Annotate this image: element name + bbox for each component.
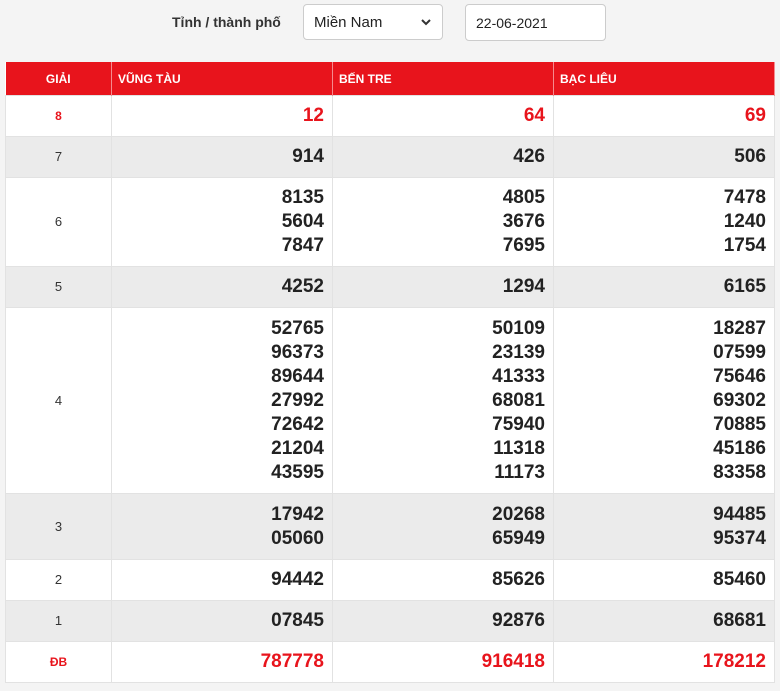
result-number: 7695 xyxy=(502,235,545,256)
result-cell xyxy=(554,267,775,308)
result-cell xyxy=(333,494,554,560)
result-cell xyxy=(112,308,333,494)
result-number: 11318 xyxy=(493,437,545,459)
result-number: 1294 xyxy=(502,276,545,297)
result-cell xyxy=(112,601,333,642)
result-number: 68681 xyxy=(713,610,766,631)
result-number: 50109 xyxy=(492,317,545,339)
prize-cell: 2 xyxy=(6,560,112,601)
result-cell xyxy=(112,96,333,137)
result-cell xyxy=(554,96,775,137)
result-number: 85460 xyxy=(713,569,766,590)
result-number: 21204 xyxy=(271,437,324,459)
date-input[interactable] xyxy=(465,4,606,41)
results-table xyxy=(5,62,775,683)
result-number: 43595 xyxy=(271,461,324,483)
result-number: 23139 xyxy=(492,341,545,363)
result-number: 3676 xyxy=(502,211,545,232)
table-row xyxy=(6,642,775,683)
region-select[interactable] xyxy=(303,4,443,40)
date-input-value: 22-06-2021 xyxy=(476,14,548,31)
result-number: 70885 xyxy=(713,413,766,435)
result-number: 8135 xyxy=(281,187,324,208)
table-row xyxy=(6,560,775,601)
result-cell xyxy=(333,601,554,642)
result-cell xyxy=(333,308,554,494)
result-cell xyxy=(333,642,554,683)
result-number: 17942 xyxy=(271,503,324,525)
result-number: 45186 xyxy=(713,437,766,459)
table-row xyxy=(6,96,775,137)
result-cell xyxy=(554,560,775,601)
result-number: 5604 xyxy=(281,211,324,232)
result-number: 7847 xyxy=(281,235,324,256)
result-number: 94442 xyxy=(271,569,324,590)
table-header-row xyxy=(6,62,775,96)
result-number: 4805 xyxy=(502,187,545,208)
result-number: 41333 xyxy=(492,365,545,387)
prize-cell: 5 xyxy=(6,267,112,308)
prize-cell: 3 xyxy=(6,494,112,560)
prize-cell: 7 xyxy=(6,137,112,178)
table-row xyxy=(6,137,775,178)
result-cell xyxy=(112,494,333,560)
result-cell xyxy=(554,642,775,683)
result-number: 89644 xyxy=(271,365,324,387)
result-cell xyxy=(333,267,554,308)
result-number: 27992 xyxy=(271,389,324,411)
result-number: 426 xyxy=(513,146,545,167)
result-number: 18287 xyxy=(713,317,766,339)
filter-bar xyxy=(0,0,780,56)
result-cell xyxy=(333,560,554,601)
header-prize: GIẢI xyxy=(6,62,112,96)
result-number: 07845 xyxy=(271,610,324,631)
table-row xyxy=(6,178,775,267)
result-number: 11173 xyxy=(494,461,545,483)
result-cell xyxy=(112,178,333,267)
result-number: 178212 xyxy=(702,651,766,672)
prize-cell: ĐB xyxy=(6,642,112,683)
result-cell xyxy=(333,96,554,137)
result-cell xyxy=(554,178,775,267)
result-number: 72642 xyxy=(271,413,324,435)
result-cell xyxy=(554,494,775,560)
result-number: 6165 xyxy=(723,276,766,297)
result-number: 1240 xyxy=(723,211,766,232)
result-cell xyxy=(333,137,554,178)
header-province-2: BẾN TRE xyxy=(333,62,554,96)
prize-cell: 1 xyxy=(6,601,112,642)
result-number: 94485 xyxy=(713,503,766,525)
result-cell xyxy=(112,560,333,601)
region-label: Tỉnh / thành phố xyxy=(172,14,281,30)
result-number: 69302 xyxy=(713,389,766,411)
region-select-value: Miền Nam xyxy=(314,13,383,31)
result-number: 64 xyxy=(523,105,545,126)
result-cell xyxy=(554,601,775,642)
table-row xyxy=(6,494,775,560)
result-number: 65949 xyxy=(492,527,545,549)
result-number: 83358 xyxy=(713,461,766,483)
result-number: 75646 xyxy=(713,365,766,387)
header-province-3: BẠC LIÊU xyxy=(554,62,775,96)
result-cell xyxy=(554,308,775,494)
result-number: 4252 xyxy=(281,276,324,297)
result-number: 12 xyxy=(302,105,324,126)
result-cell xyxy=(112,137,333,178)
result-number: 95374 xyxy=(713,527,766,549)
prize-cell: 4 xyxy=(6,308,112,494)
table-row xyxy=(6,308,775,494)
result-number: 96373 xyxy=(271,341,324,363)
result-number: 75940 xyxy=(492,413,545,435)
header-province-1: VŨNG TÀU xyxy=(112,62,333,96)
chevron-down-icon xyxy=(420,16,432,28)
result-number: 1754 xyxy=(723,235,766,256)
result-cell xyxy=(333,178,554,267)
result-number: 52765 xyxy=(271,317,324,339)
result-number: 20268 xyxy=(492,503,545,525)
result-number: 506 xyxy=(734,146,766,167)
result-number: 7478 xyxy=(723,187,766,208)
result-number: 05060 xyxy=(271,527,324,549)
prize-cell: 8 xyxy=(6,96,112,137)
result-number: 916418 xyxy=(481,651,545,672)
result-number: 92876 xyxy=(492,610,545,631)
prize-cell: 6 xyxy=(6,178,112,267)
table-row xyxy=(6,601,775,642)
table-row xyxy=(6,267,775,308)
result-number: 69 xyxy=(744,105,766,126)
result-cell xyxy=(112,267,333,308)
result-number: 85626 xyxy=(492,569,545,590)
result-number: 68081 xyxy=(492,389,545,411)
result-cell xyxy=(112,642,333,683)
result-number: 787778 xyxy=(260,651,324,672)
result-cell xyxy=(554,137,775,178)
result-number: 914 xyxy=(292,146,324,167)
result-number: 07599 xyxy=(713,341,766,363)
